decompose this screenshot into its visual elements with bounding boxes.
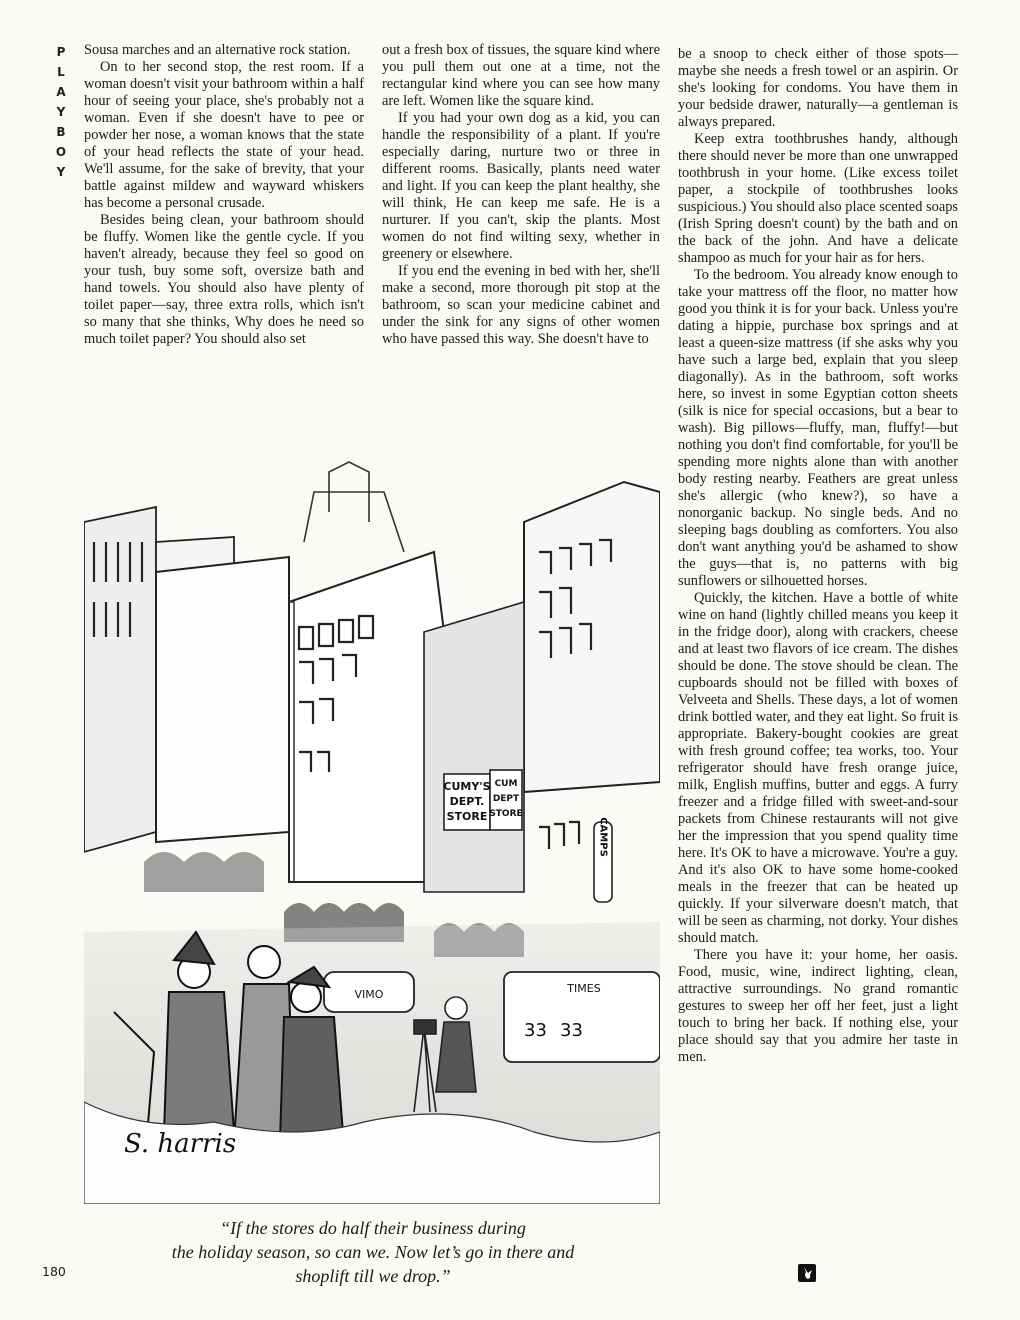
paragraph: If you end the evening in bed with her, she'll make a second, more thorough pit stop at the bathroom, so scan your medicine cabinet and under the sink for any signs of other women who have passed this way. She doesn't have to bbox=[382, 263, 660, 347]
paragraph: To the bedroom. You already know enough to take your mattress off the floor, no matter how good you think it is for your back. Unless you're dating a hippie, purchase box springs and at least a queen-size mattress (if she asks why you have such a large bed, explain that you sleep diagonally). As in the bathroom, soft works here, so invest in some Egyptian cotton sheets (silk is nice for special occasions, but a bear to wash). Big pillows—fluffy, man, fluffy!—but nothing you don't find comfortable, for you'll be spending more nights alone than with another body resting nearby. Feathers are great unless she's allergic (who knew?), so have a nonorganic backup. No single beds. And no sleeping bags doubling as comforters. You also don't want anything you'd be ashamed to show the guys—that is, no patterns with big sunflowers or silhouetted horses. bbox=[678, 267, 958, 589]
taxi-text: VIMO bbox=[354, 988, 384, 1001]
sign-right-line-3: STORE bbox=[489, 809, 523, 819]
paragraph: On to her second stop, the rest room. If a woman doesn't visit your bathroom within a half hour of seeing your place, she's probably not a woman. Even if she doesn't have to pee or powder her nose, a woman knows that the state of your head reflects the state of your head. We'll assume, for the sake of brevity, that your battle against mildew and wayward whiskers has become a personal crusade. bbox=[84, 59, 364, 211]
sign-left-line-3: STORE bbox=[446, 810, 488, 823]
sign-left-line-2: DEPT. bbox=[449, 795, 485, 808]
paragraph: be a snoop to check either of those spots—maybe she needs a fresh towel or an aspirin. Or she's looking for condoms. You have them in your bedside drawer, naturally—a gentleman is always prepared. bbox=[678, 46, 958, 130]
caption-line-1: “If the stores do half their business during bbox=[220, 1218, 526, 1238]
paragraph: Besides being clean, your bathroom should be fluffy. Women like the gentle cycle. If you haven't already, because they feel so good on your tush, buy some soft, oversize bath and hand towels. You should also have plenty of toilet paper—say, three extra rolls, which isn't so many that she thinks, Why does he need so much toilet paper? You should also set bbox=[84, 212, 364, 347]
page-number: 180 bbox=[42, 1264, 66, 1279]
caption-line-3: shoplift till we drop.” bbox=[295, 1266, 451, 1286]
text-column-1 bbox=[84, 42, 364, 348]
bus-number-1: 33 bbox=[524, 1020, 547, 1041]
text-column-2 bbox=[382, 42, 660, 348]
artist-signature: S. harris bbox=[124, 1129, 237, 1159]
masthead-letter: O bbox=[55, 145, 67, 159]
sign-left-line-1: CUMY'S bbox=[443, 780, 491, 793]
masthead-letter: Y bbox=[56, 105, 66, 119]
cartoon-illustration bbox=[84, 452, 660, 1204]
paragraph: Sousa marches and an alternative rock station. bbox=[84, 42, 351, 58]
masthead-letter: A bbox=[56, 85, 66, 99]
vertical-sign: CAMPS bbox=[597, 817, 609, 857]
sign-right-line-2: DEPT bbox=[492, 794, 520, 804]
paragraph: If you had your own dog as a kid, you can handle the responsibility of a plant. If you're especially daring, nurture two or three in different rooms. Basically, plants need water and light. If you can keep the plant healthy, she will think, He can keep me safe. He is a nurturer. If you can't, skip the plants. Most women do not find wilting sexy, whether in greenery or elsewhere. bbox=[382, 110, 660, 262]
buildings bbox=[84, 482, 660, 892]
rabbit-head-icon bbox=[798, 1264, 816, 1282]
bus-number-2: 33 bbox=[560, 1020, 583, 1041]
masthead-letter: P bbox=[56, 45, 66, 59]
masthead-letter: Y bbox=[56, 165, 66, 179]
paragraph: Keep extra toothbrushes handy, although there should never be more than one unwrapped toothbrush in your home. (Like excess toilet paper, a stockpile of toothbrushes looks suspicious.) You should also place scented soaps (Irish Spring doesn't count) by the bath and on the back of the john. And have a delicate shampoo as much for your hair as for hers. bbox=[678, 131, 958, 266]
masthead bbox=[50, 42, 72, 182]
masthead-letter: B bbox=[56, 125, 66, 139]
paragraph: There you have it: your home, her oasis. Food, music, wine, indirect lighting, clean, attractive surroundings. No grand romantic gestures to sweep her off her feet, just a light touch to bring her back. If nothing else, your place should say that you admire her taste in men. bbox=[678, 947, 958, 1065]
paragraph: Quickly, the kitchen. Have a bottle of white wine on hand (lightly chilled means you keep it in the fridge door), along with crackers, cheese and at least two flavors of ice cream. The dishes should be done. The stove should be clean. The cupboards should not be filled with boxes of Velveeta and Shells. These days, a lot of women drink bottled water, and they eat light. So fruit is appropriate. Bakery-bought cookies are great with fresh ground coffee; tea works, too. Your refrigerator should have fresh orange juice, milk, English muffins, butter and eggs. A furry freezer and a fridge filled with sweet-and-sour packets from Chinese restaurants will not give her the impression that you spend quality time here. It's OK to have a microwave. You're a guy. And it's also OK to have some home-cooked meals in the freezer that can be heated up quickly. If your silverware doesn't match, that will be seen as charming, not dorky. Your dishes should match. bbox=[678, 590, 958, 946]
caption-line-2: the holiday season, so can we. Now let’s go in there and bbox=[171, 1242, 575, 1262]
paragraph: out a fresh box of tissues, the square kind where you pull them out one at a time, not the rectangular kind where you can see how many are left. Women like the square kind. bbox=[382, 42, 660, 109]
masthead-letter: L bbox=[57, 65, 65, 79]
sign-right-line-1: CUM bbox=[494, 779, 518, 789]
cartoon-caption bbox=[90, 1216, 656, 1288]
bus-text: TIMES bbox=[567, 982, 601, 995]
text-column-3 bbox=[678, 46, 958, 1066]
